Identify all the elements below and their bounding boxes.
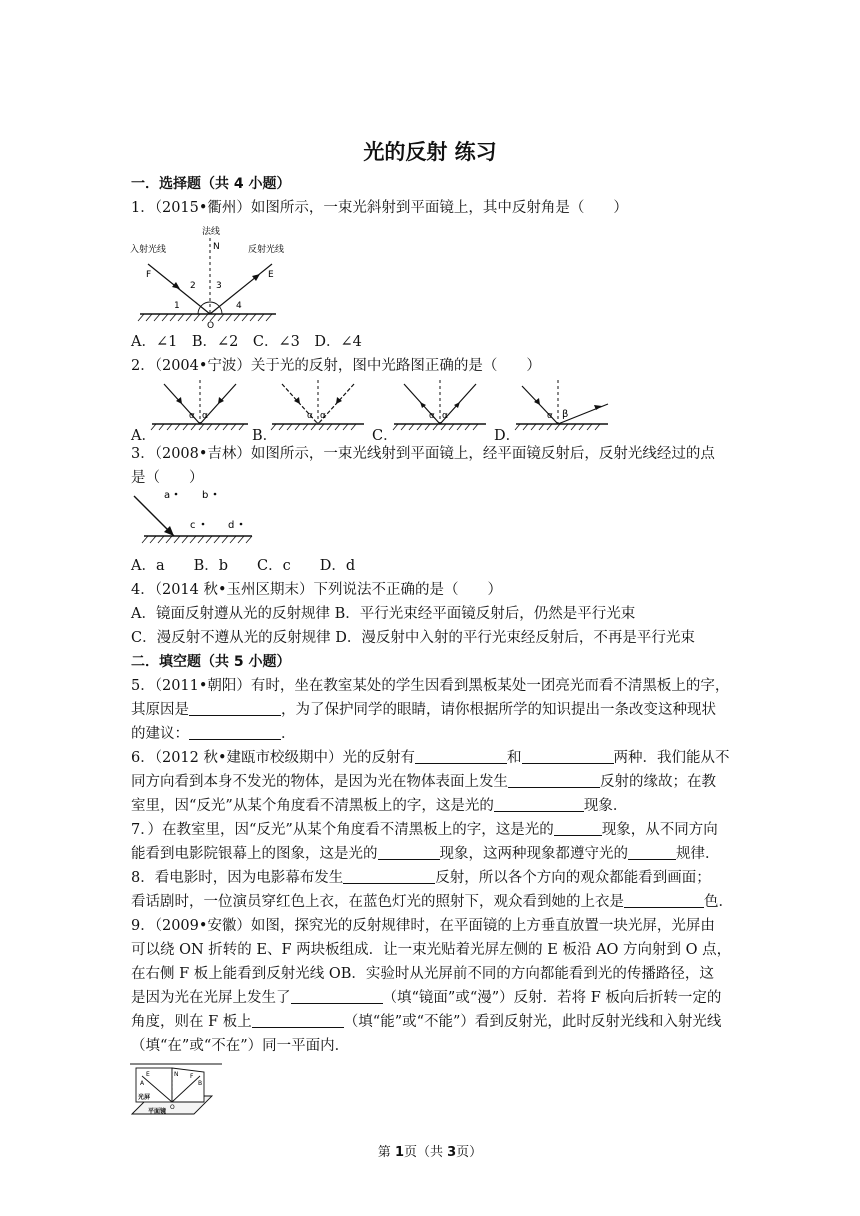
text: ，为了保护同学的眼睛，请你根据所学的知识提出一条改变这种现状 [281,702,716,718]
q2-figure-c [390,378,490,436]
incident-label: 入射光线 [130,245,167,255]
question-3-figure [128,482,258,552]
page-title: 光的反射 练习 [363,140,497,164]
beta-label: β [562,409,569,420]
text: 室里，因“反光”从某个角度看不清黑板上的字，这是光的 [131,798,494,814]
text: （填“镜面”或“漫”）反射．若将 F 板向后折转一定的 [382,990,722,1006]
text: 规律． [676,846,720,862]
alpha-label: α [547,411,553,421]
text: 反射的缘故；在教 [600,774,716,790]
question-3-options: A．a B．b C．c D．d [131,558,356,574]
text: 7．）在教室里，因“反光”从某个角度看不清黑板上的字，这是光的 [131,822,554,838]
answer-blank[interactable] [554,820,602,836]
e-label: E [146,1071,150,1078]
text: 现象，这两种现象都遵守光的 [439,846,628,862]
normal-label: 法线 [202,227,221,237]
text: 6．（2012 秋•建瓯市校级期中）光的反射有 [131,750,416,766]
text: 色． [704,894,733,910]
point-d-label: d [228,520,235,531]
screen-label: 光屏 [138,1094,151,1101]
q2-option-d-label: D． [494,428,521,444]
question-5-line-2 [131,698,731,722]
text: 页） [456,1145,483,1160]
question-1-stem: 1．（2015•衢州）如图所示，一束光斜射到平面镜上，其中反射角是（ ） [131,200,628,216]
a-label: A [140,1080,145,1087]
answer-blank[interactable] [343,868,435,884]
question-8-line-2 [131,890,731,914]
answer-blank[interactable] [252,1012,344,1028]
text: 和 [507,750,522,766]
question-5-line-1: 5．（2011•朝阳）有时，坐在教室某处的学生因看到黑板某处一团亮光而看不清黑板上的字， [131,678,730,694]
question-7-line-1 [131,818,731,842]
alpha-label: α [189,411,195,421]
text: 能看到电影院银幕上的图象，这是光的 [131,846,378,862]
text: 页（共 [403,1145,448,1160]
q2-figure-b [268,378,368,436]
question-5-line-3 [131,722,731,746]
text: 现象，从不同方向 [601,822,718,838]
text: 其原因是 [131,702,189,718]
q2-figure-d [512,378,612,436]
question-9-line-1: 9．（2009•安徽）如图，探究光的反射规律时，在平面镜的上方垂直放置一块光屏，光屏由 [131,918,715,934]
q2-option-c-label: C． [372,428,398,444]
f-label: F [146,270,152,280]
q2-option-b-label: B． [252,428,278,444]
answer-blank[interactable] [522,748,614,764]
mirror-label: 平面镜 [148,1108,167,1115]
question-6-line-1 [131,746,731,770]
n-label: N [213,242,220,252]
text: 现象． [583,798,628,814]
question-9-line-5 [131,1010,731,1034]
text: 8．看电影时，因为电影幕布发生 [131,870,344,886]
answer-blank[interactable] [494,796,584,812]
text: （填“能”或“不能”）看到反射光，此时反射光线和入射光线 [343,1014,722,1030]
reflected-label: 反射光线 [248,245,285,255]
question-9-line-2: 可以绕 ON 折转的 E、F 两块板组成．让一束光贴着光屏左侧的 E 板沿 AO 方向射到 O 点， [131,942,732,958]
alpha-label: α [429,411,435,421]
question-1-figure [128,222,288,330]
answer-blank[interactable] [508,772,600,788]
alpha-label: α [307,411,313,421]
question-4-options-ab: A．镜面反射遵从光的反射规律 B．平行光束经平面镜反射后，仍然是平行光束 [131,606,636,622]
section-heading-choice: 一．选择题（共 4 小题） [131,176,291,192]
text: 的建议： [131,726,189,742]
question-6-line-2 [131,770,731,794]
question-9-line-6: （填“在”或“不在”）同一平面内． [131,1038,350,1054]
angle-4-label: 4 [236,301,242,311]
question-7-line-2 [131,842,731,866]
page-footer [0,1141,860,1160]
q2-figure-a [148,378,252,436]
answer-blank[interactable] [415,748,507,764]
point-b-label: b [202,490,209,501]
question-4-stem: 4．（2014 秋•玉州区期末）下列说法不正确的是（ ） [131,582,503,598]
f-label: F [190,1073,194,1080]
question-9-figure [128,1062,224,1116]
angle-3-label: 3 [216,281,222,291]
alpha-label: α [442,411,448,421]
question-3-stem-cont: 是（ ） [131,470,204,486]
angle-2-label: 2 [190,281,196,291]
question-3-stem: 3．（2008•吉林）如图所示，一束光线射到平面镜上，经平面镜反射后，反射光线经过的点 [131,446,715,462]
question-4-options-cd: C．漫反射不遵从光的反射规律 D．漫反射中入射的平行光束经反射后，不再是平行光束 [131,630,695,646]
o-label: O [170,1104,175,1111]
point-c-label: c [190,520,196,531]
text: 第 [377,1145,395,1160]
answer-blank[interactable] [291,988,383,1004]
text: 看话剧时，一位演员穿红色上衣，在蓝色灯光的照射下，观众看到她的上衣是 [131,894,624,910]
alpha-label: α [202,411,208,421]
text: 同方向看到本身不发光的物体，是因为光在物体表面上发生 [131,774,508,790]
text: ． [281,726,296,742]
text: 两种．我们能从不 [613,750,730,766]
q2-option-a-label: A． [131,428,156,444]
page-total: 3 [447,1145,457,1160]
answer-blank[interactable] [189,700,281,716]
question-8-line-1 [131,866,731,890]
question-9-line-3: 在右侧 F 板上能看到反射光线 OB．实验时从光屏前不同的方向都能看到光的传播路径，这 [131,966,714,982]
angle-1-label: 1 [174,301,180,311]
o-label: O [207,321,215,330]
question-2-stem: 2．（2004•宁波）关于光的反射，图中光路图正确的是（ ） [131,358,541,374]
text: 角度，则在 F 板上 [131,1014,252,1030]
answer-blank[interactable] [189,724,281,740]
answer-blank[interactable] [624,892,704,908]
question-1-options: A．∠1 B．∠2 C．∠3 D．∠4 [131,334,362,350]
alpha-label: α [320,411,326,421]
n-label: N [174,1071,179,1078]
answer-blank[interactable] [628,844,676,860]
e-label: E [268,270,274,280]
text: 反射，所以各个方向的观众都能看到画面； [435,870,711,886]
text: 是因为光在光屏上发生了 [131,990,291,1006]
page-number: 1 [394,1145,404,1160]
question-9-line-4 [131,986,731,1010]
section-heading-fill: 二．填空题（共 5 小题） [131,654,291,670]
question-6-line-3 [131,794,731,818]
b-label: B [198,1080,203,1087]
point-a-label: a [164,490,171,501]
answer-blank[interactable] [378,844,440,860]
